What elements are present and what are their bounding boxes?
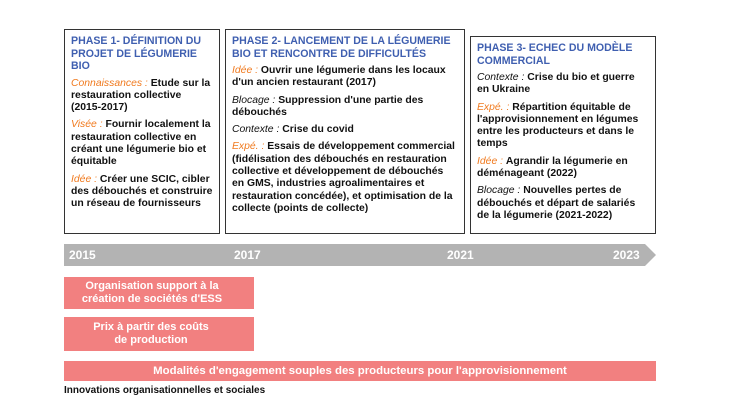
footer-caption: Innovations organisationnelles et sociales <box>64 385 266 396</box>
phase-2-entry <box>232 124 458 136</box>
phase-1-entry <box>71 78 213 115</box>
entry-text: Fournir localement la restauration collective en créant une légumerie bio et équitable <box>71 119 211 168</box>
timeline-arrow <box>64 244 656 266</box>
phase-3-box <box>470 36 656 234</box>
band-label: Prix à partir des coûts de production <box>93 321 209 346</box>
band-cost-pricing <box>64 317 254 351</box>
phase-2-title: PHASE 2- LANCEMENT DE LA LÉGUMERIE BIO ET RENCONTRE DE DIFFICULTÉS <box>232 35 451 60</box>
band-label: Modalités d'engagement souples des producteurs pour l'approvisionnement <box>153 365 567 377</box>
entry-text: Créer une SCIC, cibler des débouchés et construire un réseau de fournisseurs <box>71 173 213 210</box>
entry-text: Etude sur la restauration collective (2015-2017) <box>71 77 211 114</box>
phase-1-title: PHASE 1- DÉFINITION DU PROJET DE LÉGUMERIE BIO <box>71 35 202 72</box>
entry-label: Blocage : <box>477 185 521 197</box>
phase-3-entry <box>477 72 649 97</box>
year-2015: 2015 <box>69 248 96 262</box>
phase-1-entry <box>71 174 213 211</box>
phase-1-box <box>64 29 220 234</box>
entry-text: Suppression d'une partie des débouchés <box>232 94 424 118</box>
timeline-arrow-shape <box>64 244 656 266</box>
entry-label: Expé. : <box>232 141 265 153</box>
phase-2-entry <box>232 65 458 90</box>
phase-2-entry <box>232 141 458 215</box>
entry-label: Contexte : <box>232 124 280 136</box>
entry-text: Répartition équitable de l'approvisionnement en légumes entre les producteurs et dans le temps <box>477 101 639 150</box>
entry-text: Ouvrir une légumerie dans les locaux d'un ancien restaurant (2017) <box>232 65 446 89</box>
phase-3-entry <box>477 102 649 151</box>
entry-label: Connaissances : <box>71 77 148 89</box>
entry-label: Idée : <box>232 65 258 76</box>
entry-text: Crise du covid <box>282 124 354 136</box>
entry-label: Blocage : <box>232 94 276 106</box>
entry-label: Idée : <box>71 173 97 185</box>
entry-label: Expé. : <box>477 101 510 113</box>
entry-label: Idée : <box>477 155 503 167</box>
entry-text: Nouvelles pertes de débouchés et départ de salariés de la légumerie (2021-2022) <box>477 185 636 221</box>
phase-3-entry <box>477 185 649 222</box>
phase-2-entry <box>232 95 458 120</box>
phase-2-box <box>225 29 465 234</box>
phase-1-entry <box>71 119 213 168</box>
year-2023: 2023 <box>613 248 640 262</box>
phase-3-title: PHASE 3- ECHEC DU MODÈLE COMMERCIAL <box>477 42 633 67</box>
year-2021: 2021 <box>447 248 474 262</box>
phase-3-entry <box>477 156 649 181</box>
entry-text: Essais de développement commercial (fidélisation des débouchés en restauration collective et développement de débouchés en GMS, industries agroalimentaires et restauration concédée), et optimisation de la collecte (points de collecte) <box>232 141 455 214</box>
entry-text: Agrandir la légumerie en déménageant (2022) <box>477 155 628 180</box>
year-2017: 2017 <box>234 248 261 262</box>
band-producer-engagement <box>64 361 656 381</box>
band-label: Organisation support à la création de sociétés d'ESS <box>81 280 223 305</box>
entry-label: Visée : <box>71 119 103 131</box>
entry-label: Contexte : <box>477 72 525 83</box>
band-ess-support <box>64 277 254 309</box>
entry-text: Crise du bio et guerre en Ukraine <box>477 72 635 96</box>
